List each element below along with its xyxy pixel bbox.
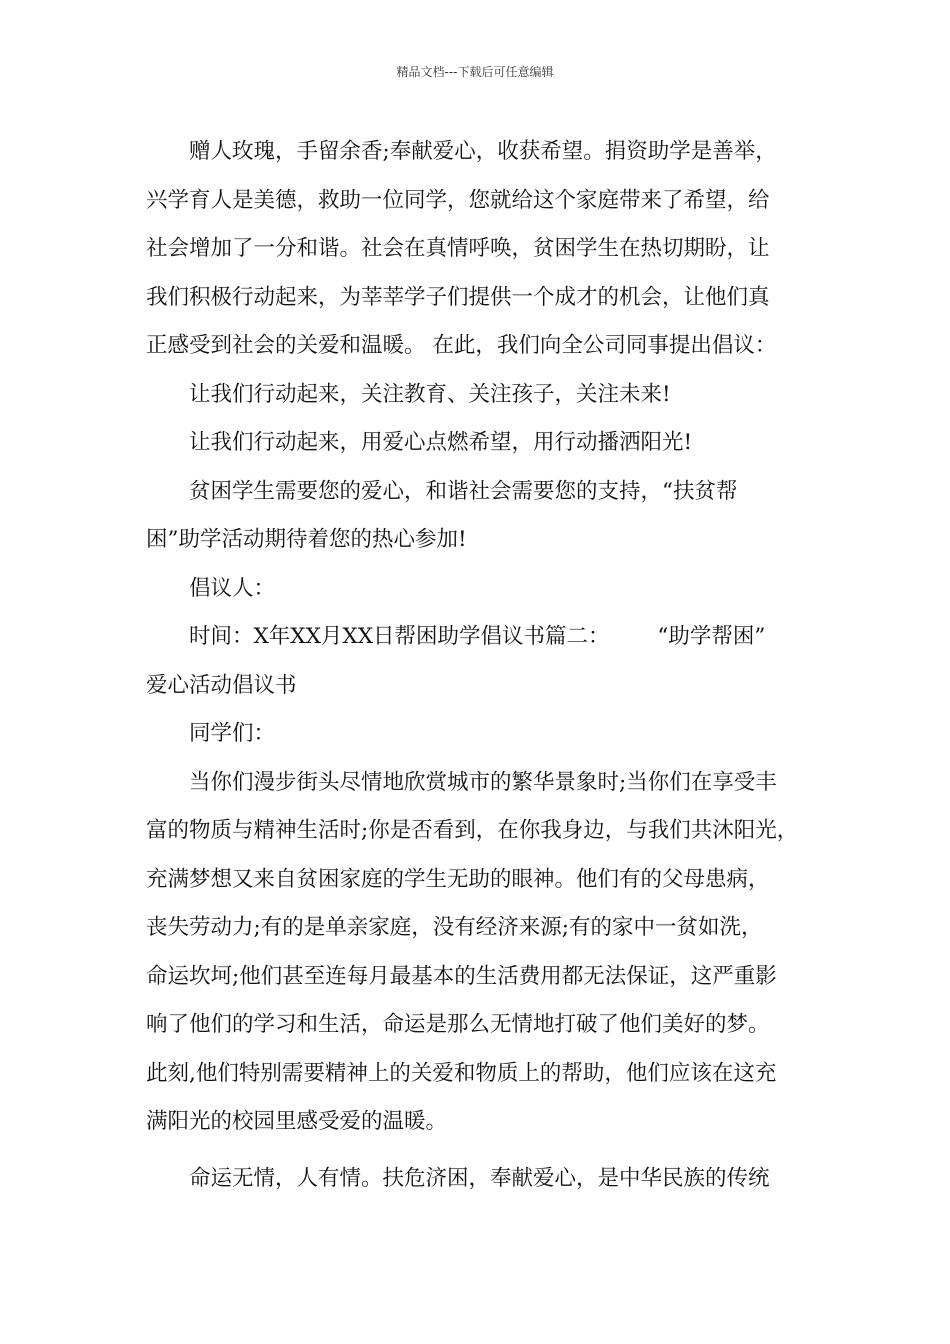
text-line: 爱心活动倡议书 [146, 672, 297, 698]
paragraph-appeal [146, 468, 810, 565]
paragraph-gap [146, 1147, 810, 1155]
text-line: 命运坎坷;他们甚至连每月最基本的生活费用都无法保证，这严重影 [146, 963, 777, 989]
paragraph-closing [146, 1155, 810, 1204]
document-body [146, 128, 810, 1203]
text-line: 我们积极行动起来，为莘莘学子们提供一个成才的机会，让他们真 [146, 284, 770, 310]
paragraph-intro [146, 128, 810, 371]
text-line: 社会增加了一分和谐。社会在真情呼唤，贫困学生在热切期盼，让 [146, 236, 770, 261]
text-line: 富的物质与精神生活时;你是否看到，在你我身边，与我们共沐阳光， [146, 818, 799, 843]
text-line: 让我们行动起来，用爱心点燃希望，用行动播洒阳光! [189, 430, 693, 455]
text-line: 正感受到社会的关爱和温暖。 在此，我们向全公司同事提出倡议： [146, 333, 777, 358]
page-header: 精品文档---下载后可任意编辑 [396, 65, 554, 79]
text-line: 充满梦想又来自贫困家庭的学生无助的眼神。他们有的父母患病， [146, 866, 770, 892]
text-line: 赠人玫瑰，手留余香;奉献爱心，收获希望。捐资助学是善举， [189, 139, 777, 164]
paragraph-body [146, 759, 810, 1147]
text-line: 响了他们的学习和生活，命运是那么无情地打破了他们美好的梦。 [146, 1012, 770, 1037]
text-line: 贫困学生需要您的爱心，和谐社会需要您的支持，“扶贫帮 [189, 478, 738, 504]
paragraph-slogan-1 [146, 371, 810, 420]
text-line: 时间：X年XX月XX日帮困助学倡议书篇二： “助学帮困” [189, 624, 766, 649]
text-line: 命运无情，人有情。扶危济困，奉献爱心，是中华民族的传统 [189, 1165, 770, 1191]
text-line: 倡议人： [189, 575, 276, 601]
paragraph-date-title [146, 613, 810, 710]
text-line: 满阳光的校园里感受爱的温暖。 [146, 1109, 448, 1134]
paragraph-salutation [146, 710, 810, 759]
text-line: 当你们漫步街头尽情地欣赏城市的繁华景象时;当你们在享受丰 [189, 769, 777, 795]
text-line: 困”助学活动期待着您的热心参加! [146, 527, 467, 552]
text-line: 同学们： [189, 721, 276, 746]
paragraph-slogan-2 [146, 419, 810, 468]
text-line: 丧失劳动力;有的是单亲家庭，没有经济来源;有的家中一贫如洗， [146, 915, 763, 940]
text-line: 兴学育人是美德，救助一位同学，您就给这个家庭带来了希望，给 [146, 187, 770, 213]
text-line: 让我们行动起来，关注教育、关注孩子，关注未来! [189, 381, 671, 407]
paragraph-initiator [146, 565, 810, 614]
text-line: 此刻,他们特别需要精神上的关爱和物质上的帮助，他们应该在这充 [146, 1060, 777, 1086]
